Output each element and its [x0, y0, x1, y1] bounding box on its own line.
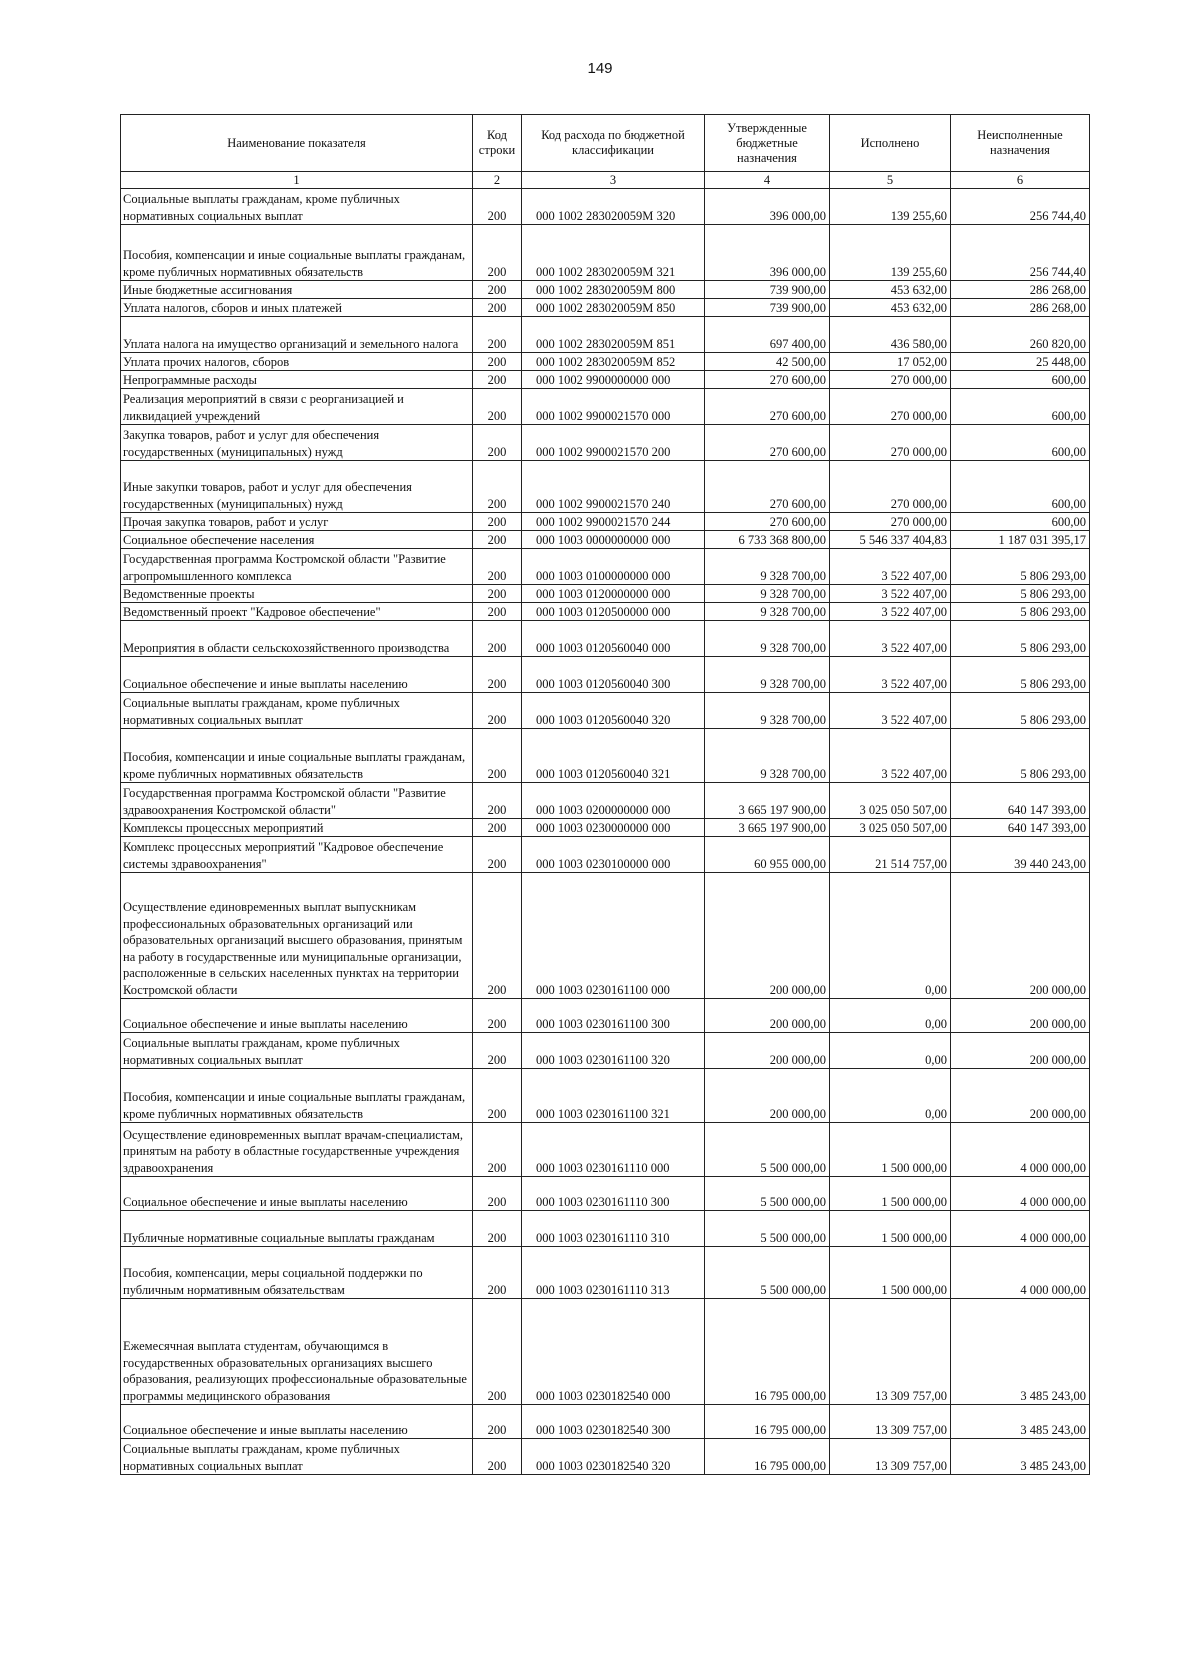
row-name-cell: Ежемесячная выплата студентам, обучающимся в государственных образовательных организациях высшего образования, реализующих профессиональные образовательные программы медицинского образования [121, 1299, 473, 1405]
row-classification-cell: 000 1003 0200000000 000 [522, 783, 705, 819]
table-row [121, 1439, 1090, 1475]
row-classification-cell: 000 1003 0000000000 000 [522, 531, 705, 549]
row-classification-cell: 000 1003 0230161110 310 [522, 1211, 705, 1247]
row-name-cell: Государственная программа Костромской области "Развитие здравоохранения Костромской области" [121, 783, 473, 819]
row-classification-cell: 000 1003 0120560040 321 [522, 729, 705, 783]
table-row [121, 585, 1090, 603]
row-unexecuted-cell: 5 806 293,00 [951, 621, 1090, 657]
row-unexecuted-cell: 25 448,00 [951, 353, 1090, 371]
row-classification-cell: 000 1003 0230182540 000 [522, 1299, 705, 1405]
row-executed-cell: 0,00 [830, 1033, 951, 1069]
column-number-row [121, 172, 1090, 189]
column-number: 6 [951, 172, 1090, 189]
row-classification-cell: 000 1003 0120560040 320 [522, 693, 705, 729]
row-executed-cell: 5 546 337 404,83 [830, 531, 951, 549]
column-number: 5 [830, 172, 951, 189]
row-unexecuted-cell: 5 806 293,00 [951, 549, 1090, 585]
row-executed-cell: 13 309 757,00 [830, 1439, 951, 1475]
row-approved-cell: 396 000,00 [705, 189, 830, 225]
row-approved-cell: 3 665 197 900,00 [705, 783, 830, 819]
row-name-cell: Социальное обеспечение и иные выплаты населению [121, 657, 473, 693]
row-classification-cell: 000 1002 9900021570 200 [522, 425, 705, 461]
row-name-cell: Иные бюджетные ассигнования [121, 281, 473, 299]
row-unexecuted-cell: 200 000,00 [951, 873, 1090, 999]
row-name-cell: Пособия, компенсации, меры социальной поддержки по публичным нормативным обязательствам [121, 1247, 473, 1299]
row-name-cell: Уплата налогов, сборов и иных платежей [121, 299, 473, 317]
row-name-cell: Пособия, компенсации и иные социальные выплаты гражданам, кроме публичных нормативных обязательств [121, 1069, 473, 1123]
row-code-cell: 200 [473, 1211, 522, 1247]
row-code-cell: 200 [473, 1405, 522, 1439]
row-code-cell: 200 [473, 1247, 522, 1299]
row-classification-cell: 000 1002 9900021570 240 [522, 461, 705, 513]
table-row [121, 873, 1090, 999]
row-classification-cell: 000 1003 0230161100 300 [522, 999, 705, 1033]
row-code-cell: 200 [473, 693, 522, 729]
row-unexecuted-cell: 3 485 243,00 [951, 1405, 1090, 1439]
row-approved-cell: 5 500 000,00 [705, 1177, 830, 1211]
header-unexecuted: Неисполненные назначения [951, 115, 1090, 172]
row-unexecuted-cell: 4 000 000,00 [951, 1211, 1090, 1247]
header-approved: Утвержденные бюджетные назначения [705, 115, 830, 172]
row-unexecuted-cell: 600,00 [951, 371, 1090, 389]
row-name-cell: Уплата прочих налогов, сборов [121, 353, 473, 371]
row-name-cell: Социальное обеспечение и иные выплаты населению [121, 999, 473, 1033]
row-classification-cell: 000 1002 283020059M 800 [522, 281, 705, 299]
row-executed-cell: 270 000,00 [830, 461, 951, 513]
row-executed-cell: 453 632,00 [830, 299, 951, 317]
row-approved-cell: 200 000,00 [705, 999, 830, 1033]
row-approved-cell: 3 665 197 900,00 [705, 819, 830, 837]
row-code-cell: 200 [473, 371, 522, 389]
row-approved-cell: 9 328 700,00 [705, 657, 830, 693]
row-executed-cell: 139 255,60 [830, 189, 951, 225]
header-classification: Код расхода по бюджетной классификации [522, 115, 705, 172]
row-unexecuted-cell: 4 000 000,00 [951, 1247, 1090, 1299]
row-name-cell: Пособия, компенсации и иные социальные выплаты гражданам, кроме публичных нормативных обязательств [121, 225, 473, 281]
row-executed-cell: 3 522 407,00 [830, 585, 951, 603]
row-executed-cell: 3 522 407,00 [830, 693, 951, 729]
row-executed-cell: 0,00 [830, 999, 951, 1033]
row-executed-cell: 1 500 000,00 [830, 1247, 951, 1299]
row-executed-cell: 13 309 757,00 [830, 1405, 951, 1439]
row-unexecuted-cell: 200 000,00 [951, 1069, 1090, 1123]
row-unexecuted-cell: 5 806 293,00 [951, 603, 1090, 621]
header-executed: Исполнено [830, 115, 951, 172]
row-executed-cell: 139 255,60 [830, 225, 951, 281]
row-executed-cell: 13 309 757,00 [830, 1299, 951, 1405]
row-code-cell: 200 [473, 353, 522, 371]
row-unexecuted-cell: 5 806 293,00 [951, 729, 1090, 783]
row-approved-cell: 739 900,00 [705, 299, 830, 317]
row-executed-cell: 270 000,00 [830, 389, 951, 425]
row-executed-cell: 453 632,00 [830, 281, 951, 299]
row-name-cell: Государственная программа Костромской области "Развитие агропромышленного комплекса [121, 549, 473, 585]
row-classification-cell: 000 1003 0120560040 000 [522, 621, 705, 657]
row-classification-cell: 000 1002 9900021570 244 [522, 513, 705, 531]
row-name-cell: Социальное обеспечение и иные выплаты населению [121, 1405, 473, 1439]
table-row [121, 549, 1090, 585]
table-row [121, 657, 1090, 693]
row-classification-cell: 000 1003 0230161110 000 [522, 1123, 705, 1177]
table-row [121, 1211, 1090, 1247]
row-classification-cell: 000 1003 0100000000 000 [522, 549, 705, 585]
page-number: 149 [587, 60, 613, 77]
row-executed-cell: 3 522 407,00 [830, 549, 951, 585]
row-name-cell: Пособия, компенсации и иные социальные выплаты гражданам, кроме публичных нормативных обязательств [121, 729, 473, 783]
row-name-cell: Социальные выплаты гражданам, кроме публичных нормативных социальных выплат [121, 1033, 473, 1069]
row-executed-cell: 0,00 [830, 1069, 951, 1123]
row-unexecuted-cell: 1 187 031 395,17 [951, 531, 1090, 549]
row-unexecuted-cell: 286 268,00 [951, 299, 1090, 317]
row-classification-cell: 000 1003 0120000000 000 [522, 585, 705, 603]
row-executed-cell: 1 500 000,00 [830, 1211, 951, 1247]
table-row [121, 531, 1090, 549]
row-name-cell: Закупка товаров, работ и услуг для обеспечения государственных (муниципальных) нужд [121, 425, 473, 461]
row-code-cell: 200 [473, 999, 522, 1033]
column-number: 3 [522, 172, 705, 189]
row-classification-cell: 000 1003 0120500000 000 [522, 603, 705, 621]
row-executed-cell: 3 025 050 507,00 [830, 819, 951, 837]
row-code-cell: 200 [473, 657, 522, 693]
row-approved-cell: 270 600,00 [705, 425, 830, 461]
row-code-cell: 200 [473, 461, 522, 513]
row-name-cell: Социальное обеспечение и иные выплаты населению [121, 1177, 473, 1211]
table-row [121, 1033, 1090, 1069]
row-code-cell: 200 [473, 1033, 522, 1069]
row-classification-cell: 000 1003 0230000000 000 [522, 819, 705, 837]
row-name-cell: Прочая закупка товаров, работ и услуг [121, 513, 473, 531]
row-code-cell: 200 [473, 783, 522, 819]
row-classification-cell: 000 1003 0230161100 320 [522, 1033, 705, 1069]
row-approved-cell: 9 328 700,00 [705, 621, 830, 657]
row-classification-cell: 000 1003 0230161110 313 [522, 1247, 705, 1299]
row-code-cell: 200 [473, 549, 522, 585]
row-unexecuted-cell: 200 000,00 [951, 999, 1090, 1033]
table-row [121, 281, 1090, 299]
row-approved-cell: 9 328 700,00 [705, 693, 830, 729]
row-code-cell: 200 [473, 585, 522, 603]
table-row [121, 317, 1090, 353]
row-name-cell: Осуществление единовременных выплат выпускникам профессиональных образовательных организаций или образовательных организаций высшего образования, принятым на работу в государственные или муниципальные организации, расположенные в сельских населенных пунктах на территории Костромской области [121, 873, 473, 999]
row-code-cell: 200 [473, 425, 522, 461]
row-classification-cell: 000 1002 9900021570 000 [522, 389, 705, 425]
row-approved-cell: 697 400,00 [705, 317, 830, 353]
row-unexecuted-cell: 600,00 [951, 513, 1090, 531]
header-row [121, 115, 1090, 172]
row-unexecuted-cell: 640 147 393,00 [951, 819, 1090, 837]
row-unexecuted-cell: 600,00 [951, 461, 1090, 513]
row-code-cell: 200 [473, 189, 522, 225]
row-classification-cell: 000 1003 0230100000 000 [522, 837, 705, 873]
row-code-cell: 200 [473, 1299, 522, 1405]
header-code: Код строки [473, 115, 522, 172]
row-approved-cell: 270 600,00 [705, 389, 830, 425]
row-classification-cell: 000 1003 0230161100 000 [522, 873, 705, 999]
row-unexecuted-cell: 640 147 393,00 [951, 783, 1090, 819]
row-approved-cell: 16 795 000,00 [705, 1299, 830, 1405]
column-number: 2 [473, 172, 522, 189]
row-executed-cell: 3 025 050 507,00 [830, 783, 951, 819]
table-body [121, 189, 1090, 1475]
row-unexecuted-cell: 260 820,00 [951, 317, 1090, 353]
row-approved-cell: 200 000,00 [705, 873, 830, 999]
row-classification-cell: 000 1003 0230161100 321 [522, 1069, 705, 1123]
row-code-cell: 200 [473, 603, 522, 621]
row-unexecuted-cell: 3 485 243,00 [951, 1439, 1090, 1475]
table-row [121, 225, 1090, 281]
row-code-cell: 200 [473, 837, 522, 873]
row-executed-cell: 270 000,00 [830, 371, 951, 389]
table-row [121, 299, 1090, 317]
row-approved-cell: 200 000,00 [705, 1069, 830, 1123]
row-classification-cell: 000 1003 0120560040 300 [522, 657, 705, 693]
row-name-cell: Ведомственный проект "Кадровое обеспечение" [121, 603, 473, 621]
row-approved-cell: 9 328 700,00 [705, 585, 830, 603]
row-approved-cell: 9 328 700,00 [705, 729, 830, 783]
row-unexecuted-cell: 256 744,40 [951, 225, 1090, 281]
table-row [121, 999, 1090, 1033]
table-row [121, 1299, 1090, 1405]
table-row [121, 819, 1090, 837]
table-row [121, 371, 1090, 389]
row-name-cell: Реализация мероприятий в связи с реорганизацией и ликвидацией учреждений [121, 389, 473, 425]
row-approved-cell: 9 328 700,00 [705, 549, 830, 585]
row-approved-cell: 270 600,00 [705, 371, 830, 389]
table-row [121, 425, 1090, 461]
row-classification-cell: 000 1002 283020059M 852 [522, 353, 705, 371]
row-executed-cell: 17 052,00 [830, 353, 951, 371]
row-approved-cell: 270 600,00 [705, 513, 830, 531]
header-name: Наименование показателя [121, 115, 473, 172]
row-unexecuted-cell: 600,00 [951, 425, 1090, 461]
row-name-cell: Комплекс процессных мероприятий "Кадровое обеспечение системы здравоохранения" [121, 837, 473, 873]
row-classification-cell: 000 1002 283020059M 850 [522, 299, 705, 317]
row-approved-cell: 16 795 000,00 [705, 1405, 830, 1439]
row-classification-cell: 000 1002 9900000000 000 [522, 371, 705, 389]
row-approved-cell: 6 733 368 800,00 [705, 531, 830, 549]
row-approved-cell: 5 500 000,00 [705, 1247, 830, 1299]
row-executed-cell: 3 522 407,00 [830, 657, 951, 693]
row-code-cell: 200 [473, 1069, 522, 1123]
row-unexecuted-cell: 3 485 243,00 [951, 1299, 1090, 1405]
table-row [121, 1405, 1090, 1439]
column-number: 4 [705, 172, 830, 189]
row-code-cell: 200 [473, 299, 522, 317]
row-unexecuted-cell: 256 744,40 [951, 189, 1090, 225]
table-row [121, 353, 1090, 371]
table-row [121, 693, 1090, 729]
row-executed-cell: 1 500 000,00 [830, 1123, 951, 1177]
table-row [121, 1123, 1090, 1177]
row-code-cell: 200 [473, 531, 522, 549]
row-unexecuted-cell: 200 000,00 [951, 1033, 1090, 1069]
row-executed-cell: 1 500 000,00 [830, 1177, 951, 1211]
row-name-cell: Социальные выплаты гражданам, кроме публичных нормативных социальных выплат [121, 189, 473, 225]
row-classification-cell: 000 1002 283020059M 320 [522, 189, 705, 225]
row-approved-cell: 60 955 000,00 [705, 837, 830, 873]
row-approved-cell: 5 500 000,00 [705, 1123, 830, 1177]
row-name-cell: Уплата налога на имущество организаций и земельного налога [121, 317, 473, 353]
table-row [121, 1069, 1090, 1123]
row-code-cell: 200 [473, 1177, 522, 1211]
row-executed-cell: 3 522 407,00 [830, 729, 951, 783]
row-code-cell: 200 [473, 873, 522, 999]
row-code-cell: 200 [473, 281, 522, 299]
table-row [121, 783, 1090, 819]
row-unexecuted-cell: 39 440 243,00 [951, 837, 1090, 873]
row-unexecuted-cell: 5 806 293,00 [951, 693, 1090, 729]
table-row [121, 603, 1090, 621]
row-name-cell: Социальные выплаты гражданам, кроме публичных нормативных социальных выплат [121, 693, 473, 729]
row-classification-cell: 000 1003 0230182540 300 [522, 1405, 705, 1439]
row-unexecuted-cell: 4 000 000,00 [951, 1123, 1090, 1177]
row-approved-cell: 42 500,00 [705, 353, 830, 371]
table-row [121, 1247, 1090, 1299]
row-name-cell: Иные закупки товаров, работ и услуг для обеспечения государственных (муниципальных) нужд [121, 461, 473, 513]
row-name-cell: Социальное обеспечение населения [121, 531, 473, 549]
row-unexecuted-cell: 286 268,00 [951, 281, 1090, 299]
row-executed-cell: 3 522 407,00 [830, 621, 951, 657]
row-classification-cell: 000 1003 0230182540 320 [522, 1439, 705, 1475]
table-row [121, 729, 1090, 783]
table-row [121, 1177, 1090, 1211]
row-code-cell: 200 [473, 1439, 522, 1475]
row-name-cell: Ведомственные проекты [121, 585, 473, 603]
table-row [121, 621, 1090, 657]
table-row [121, 389, 1090, 425]
row-unexecuted-cell: 4 000 000,00 [951, 1177, 1090, 1211]
row-classification-cell: 000 1002 283020059M 321 [522, 225, 705, 281]
row-approved-cell: 739 900,00 [705, 281, 830, 299]
budget-execution-table [120, 114, 1090, 1475]
row-classification-cell: 000 1002 283020059M 851 [522, 317, 705, 353]
row-executed-cell: 21 514 757,00 [830, 837, 951, 873]
row-name-cell: Мероприятия в области сельскохозяйственного производства [121, 621, 473, 657]
row-unexecuted-cell: 5 806 293,00 [951, 585, 1090, 603]
row-approved-cell: 270 600,00 [705, 461, 830, 513]
row-approved-cell: 200 000,00 [705, 1033, 830, 1069]
row-code-cell: 200 [473, 513, 522, 531]
table-row [121, 461, 1090, 513]
row-name-cell: Комплексы процессных мероприятий [121, 819, 473, 837]
row-code-cell: 200 [473, 621, 522, 657]
row-executed-cell: 3 522 407,00 [830, 603, 951, 621]
row-code-cell: 200 [473, 729, 522, 783]
column-number: 1 [121, 172, 473, 189]
row-code-cell: 200 [473, 225, 522, 281]
row-name-cell: Непрограммные расходы [121, 371, 473, 389]
row-executed-cell: 0,00 [830, 873, 951, 999]
row-executed-cell: 436 580,00 [830, 317, 951, 353]
row-executed-cell: 270 000,00 [830, 425, 951, 461]
table-row [121, 189, 1090, 225]
row-code-cell: 200 [473, 1123, 522, 1177]
row-code-cell: 200 [473, 389, 522, 425]
row-approved-cell: 9 328 700,00 [705, 603, 830, 621]
table-row [121, 837, 1090, 873]
row-name-cell: Осуществление единовременных выплат врачам-специалистам, принятым на работу в областные государственные учреждения здравоохранения [121, 1123, 473, 1177]
table-row [121, 513, 1090, 531]
row-unexecuted-cell: 5 806 293,00 [951, 657, 1090, 693]
row-approved-cell: 396 000,00 [705, 225, 830, 281]
row-unexecuted-cell: 600,00 [951, 389, 1090, 425]
row-executed-cell: 270 000,00 [830, 513, 951, 531]
row-approved-cell: 5 500 000,00 [705, 1211, 830, 1247]
row-code-cell: 200 [473, 317, 522, 353]
row-classification-cell: 000 1003 0230161110 300 [522, 1177, 705, 1211]
row-code-cell: 200 [473, 819, 522, 837]
row-name-cell: Социальные выплаты гражданам, кроме публичных нормативных социальных выплат [121, 1439, 473, 1475]
row-name-cell: Публичные нормативные социальные выплаты гражданам [121, 1211, 473, 1247]
row-approved-cell: 16 795 000,00 [705, 1439, 830, 1475]
